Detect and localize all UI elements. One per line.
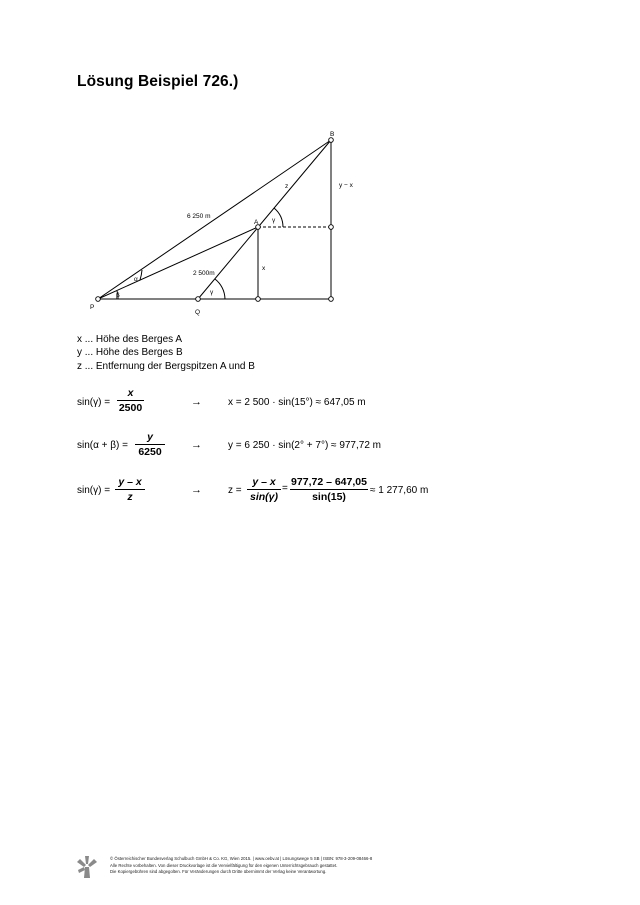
label-gamma-top: γ xyxy=(272,217,276,224)
arc-gamma-bottom xyxy=(215,279,225,299)
equation-3-equals: = xyxy=(282,483,288,494)
definition-z: z ... Entfernung der Bergspitzen A und B xyxy=(77,360,255,372)
equation-1-arrow: → xyxy=(191,396,202,408)
arc-gamma-top xyxy=(274,208,283,227)
label-2500: 2 500m xyxy=(193,270,215,277)
definition-y: y ... Höhe des Berges B xyxy=(77,347,183,359)
point-p xyxy=(96,297,101,302)
equation-1-lhs: sin(γ) = xyxy=(77,397,111,408)
equation-2-denominator: 6250 xyxy=(138,446,162,458)
equation-3-fraction-3 xyxy=(290,476,368,503)
equation-3-denominator: z xyxy=(127,491,133,503)
equation-3-denominator-2: sin(γ) xyxy=(249,491,278,503)
footer-line-2: Alle Rechte vorbehalten. Von dieser Druckvorlage ist die Vervielfältigung für den eigenen Unterrichtsgebrauch gestattet. xyxy=(110,862,338,868)
point-dash-end xyxy=(329,225,334,230)
label-p: P xyxy=(90,304,95,311)
equation-3-fraction xyxy=(115,476,145,503)
definition-x: x ... Höhe des Berges A xyxy=(77,334,183,345)
label-b: B xyxy=(330,131,335,138)
footer xyxy=(110,856,372,876)
equation-3-result-suffix: ≈ 1 277,60 m xyxy=(370,485,429,496)
label-a: A xyxy=(254,219,259,226)
label-6250: 6 250 m xyxy=(187,213,211,220)
equation-3-numerator-3: 977,72 – 647,05 xyxy=(291,476,367,488)
label-x: x xyxy=(262,265,266,272)
equation-3-arrow: → xyxy=(191,484,202,496)
point-q xyxy=(196,297,201,302)
label-gamma-bottom: γ xyxy=(210,289,214,296)
equation-2-result: y = 6 250 · sin(2° + 7°) ≈ 977,72 m xyxy=(228,440,382,451)
equation-3-lhs: sin(γ) = xyxy=(77,485,111,496)
equation-3-fraction-2 xyxy=(247,476,281,503)
equation-1-denominator: 2500 xyxy=(118,402,143,414)
equation-3-denominator-3: sin(15) xyxy=(312,491,346,503)
page-title: Lösung Beispiel 726.) xyxy=(77,73,239,90)
point-foot-b xyxy=(329,297,334,302)
triangle-diagram xyxy=(0,0,640,330)
variable-definitions xyxy=(77,333,255,373)
publisher-logo-icon xyxy=(75,854,99,880)
point-foot-a xyxy=(256,297,261,302)
label-z: z xyxy=(285,183,289,190)
equation-2-lhs: sin(α + β) = xyxy=(77,440,128,451)
equation-1-numerator: x xyxy=(127,387,134,399)
equation-3-result-prefix: z = xyxy=(228,485,242,496)
line-qb xyxy=(198,140,331,299)
arc-alpha xyxy=(140,270,142,280)
equation-2-arrow: → xyxy=(191,439,202,451)
equation-1-result: x = 2 500 · sin(15°) ≈ 647,05 m xyxy=(228,397,366,408)
equation-2-fraction xyxy=(135,431,165,458)
line-pa xyxy=(98,227,258,299)
footer-line-1: © Österreichischer Bundesverlag Schulbuch GmbH & Co. KG, Wien 2015. | www.oebv.at | Lösungswege 5 SB | ISBN: 978-3-209-08466-8 xyxy=(110,856,373,861)
equation-1-fraction xyxy=(117,387,144,414)
equation-3-numerator-2: y – x xyxy=(252,476,276,488)
label-beta: β xyxy=(116,292,120,299)
label-alpha: α xyxy=(134,276,138,283)
label-y-minus-x: y − x xyxy=(339,182,353,189)
equation-3-numerator: y – x xyxy=(118,476,142,488)
label-q: Q xyxy=(195,309,201,316)
equation-2-numerator: y xyxy=(147,431,153,443)
footer-line-3: Die Kopiergebühren sind abgegolten. Für Veränderungen durch Dritte übernimmt der Verlag keine Verantwortung. xyxy=(110,869,327,875)
point-b xyxy=(329,138,334,143)
